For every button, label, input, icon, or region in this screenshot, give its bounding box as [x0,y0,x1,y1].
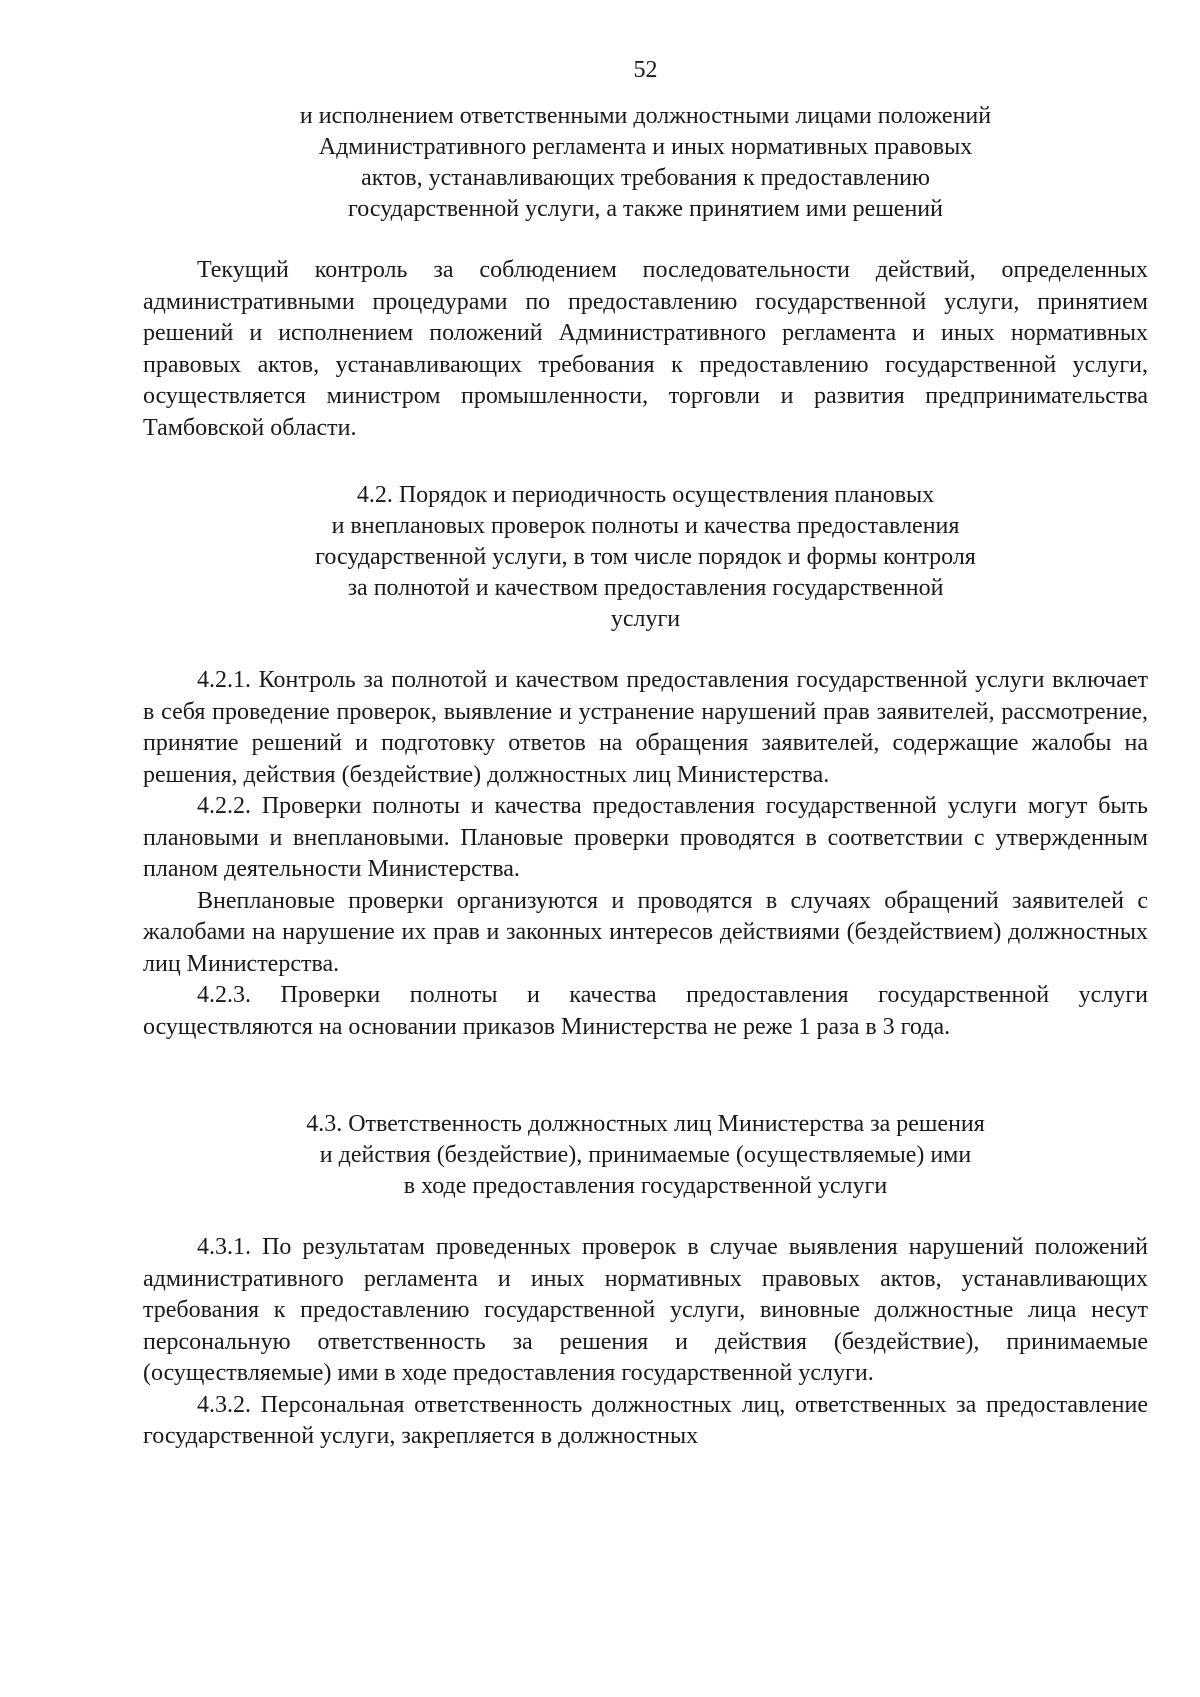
paragraph-4-2-3: 4.2.3. Проверки полноты и качества предоставления государственной услуги осуществляются на основании приказов Министерства не реже 1 раза в 3 года. [143,982,1148,1040]
section-heading-4-2 [143,480,1148,635]
paragraph-unplanned-checks: Внеплановые проверки организуются и проводятся в случаях обращений заявителей с жалобами на нарушение их прав и законных интересов действиями (бездействием) должностных лиц Министерства. [143,887,1148,977]
heading-line: актов, устанавливающих требования к предоставлению [361,165,930,191]
heading-line: 4.2. Порядок и периодичность осуществления плановых [356,482,935,508]
heading-line: и действия (бездействие), принимаемые (осуществляемые) ими [319,1142,972,1168]
heading-line: услуги [610,606,681,632]
heading-line: 4.3. Ответственность должностных лиц Министерства за решения [306,1111,985,1137]
document-page [143,55,1148,1453]
heading-line: за полнотой и качеством предоставления государственной [347,575,944,601]
paragraph-4-3-2: 4.3.2. Персональная ответственность должностных лиц, ответственных за предоставление государственной услуги, закрепляется в должностных [143,1391,1148,1449]
section-heading-4-3 [143,1109,1148,1202]
page-number: 52 [633,57,658,83]
heading-line: и исполнением ответственными должностными лицами положений [299,103,992,129]
paragraph-4-2-2: 4.2.2. Проверки полноты и качества предоставления государственной услуги могут быть плановыми и внеплановыми. Плановые проверки проводятся в соответствии с утвержденным планом деятельности Министерства. [143,793,1148,882]
paragraph-4-3-1: 4.3.1. По результатам проведенных проверок в случае выявления нарушений положений административного регламента и иных нормативных правовых актов, устанавливающих требования к предоставлению государственной услуги, виновные должностные лица несут персональную ответственность за решения и действия (бездействие), принимаемые (осуществляемые) ими в ходе предоставления государственной услуги. [143,1234,1148,1386]
heading-line: Административного регламента и иных нормативных правовых [318,134,973,160]
heading-line: и внеплановых проверок полноты и качества предоставления [331,513,960,539]
heading-line: в ходе предоставления государственной услуги [403,1173,888,1199]
section-heading-control [143,101,1148,225]
heading-line: государственной услуги, а также принятием ими решений [348,196,943,222]
heading-line: государственной услуги, в том числе порядок и формы контроля [315,544,976,570]
paragraph-current-control: Текущий контроль за соблюдением последовательности действий, определенных административными процедурами по предоставлению государственной услуги, принятием решений и исполнением положений Административного регламента и иных нормативных правовых актов, устанавливающих требования к предоставлению государственной услуги, осуществляется министром промышленности, торговли и развития предпринимательства Тамбовской области. [143,257,1148,441]
paragraph-4-2-1: 4.2.1. Контроль за полнотой и качеством предоставления государственной услуги включает в себя проведение проверок, выявление и устранение нарушений прав заявителей, рассмотрение, принятие решений и подготовку ответов на обращения заявителей, содержащие жалобы на решения, действия (бездействие) должностных лиц Министерства. [143,667,1148,788]
